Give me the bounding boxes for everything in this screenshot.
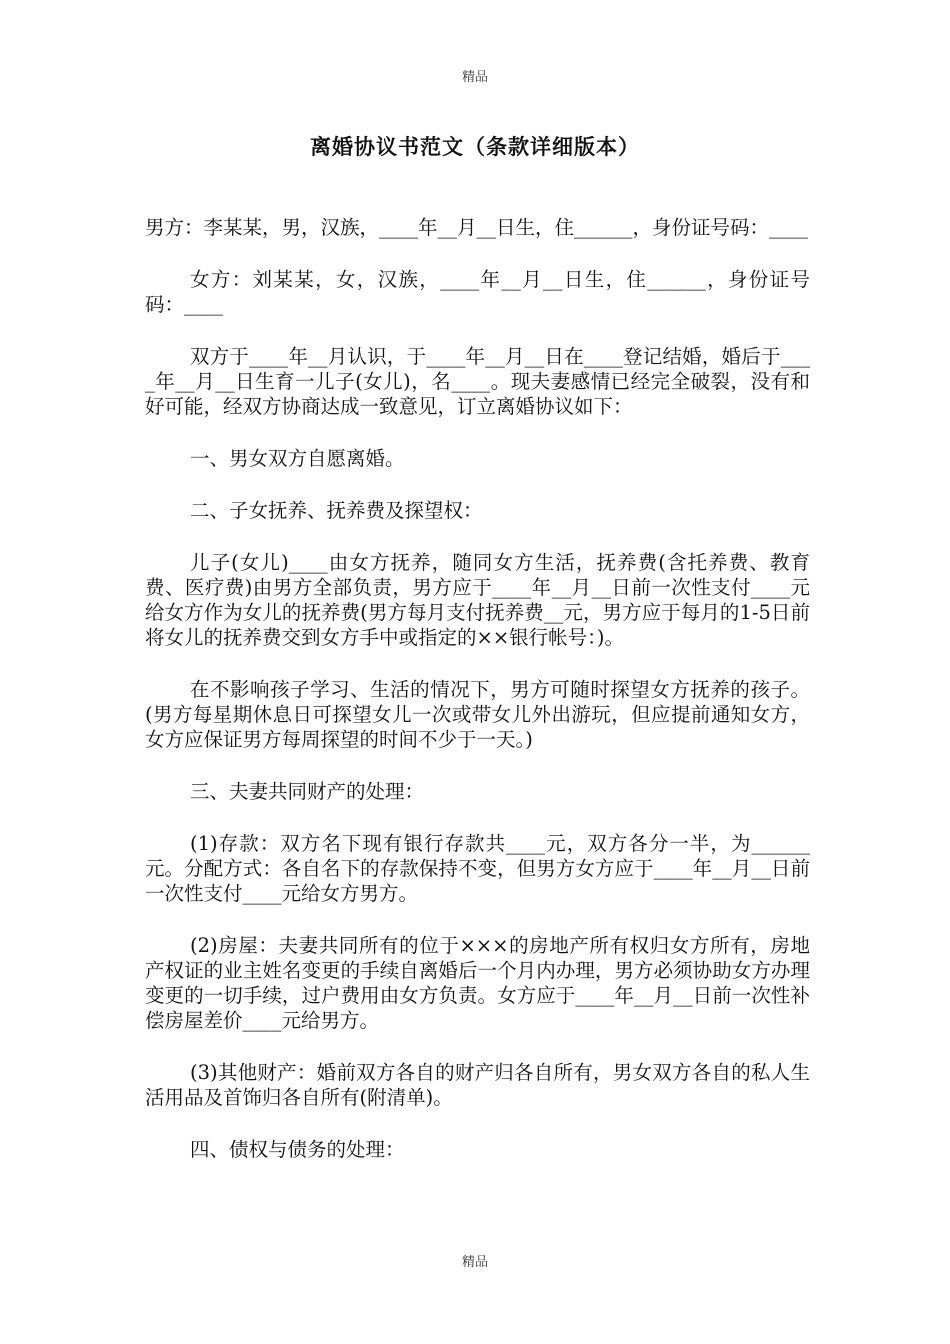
clause-heading-3: 三、夫妻共同财产的处理： bbox=[190, 780, 425, 803]
page-header-mark: 精品 bbox=[461, 70, 488, 85]
clause-heading-2: 二、子女抚养、抚养费及探望权： bbox=[190, 499, 483, 522]
clause-heading-4: 四、债权与债务的处理： bbox=[190, 1138, 405, 1161]
paragraph-child-custody: 儿子(女儿)____由女方抚养，随同女方生活，抚养费(含托养费、教育费、医疗费)由男方全部负责，男方应于____年__月__日前一次性支付____元给女方作为女儿的抚养费(男方每月支付抚养费__元，男方应于每月的1-5日前将女儿的抚养费交到女方手中或指定的××银行帐号：)。 bbox=[145, 551, 810, 649]
paragraph-wife-info: 女方：刘某某，女，汉族，____年__月__日生，住______，身份证号码：____ bbox=[145, 268, 810, 316]
page-footer-mark: 精品 bbox=[461, 1255, 488, 1270]
document-title: 离婚协议书范文（条款详细版本） bbox=[310, 135, 640, 159]
paragraph-visitation: 在不影响孩子学习、生活的情况下，男方可随时探望女方抚养的孩子。(男方每星期休息日可探望女儿一次或带女儿外出游玩，但应提前通知女方，女方应保证男方每周探望的时间不少于一天。) bbox=[145, 678, 810, 751]
paragraph-husband-info: 男方：李某某，男，汉族，____年__月__日生，住______，身份证号码：____ bbox=[145, 216, 809, 239]
paragraph-house: (2)房屋：夫妻共同所有的位于×××的房地产所有权归女方所有，房地产权证的业主姓名变更的手续自离婚后一个月内办理，男方必须协助女方办理变更的一切手续，过户费用由女方负责。女方应于____年__月__日前一次性补偿房屋差价____元给男方。 bbox=[145, 934, 810, 1032]
paragraph-marriage-background: 双方于____年__月认识，于____年__月__日在____登记结婚，婚后于____年__月__日生育一儿子(女儿)，名____。现夫妻感情已经完全破裂，没有和好可能，经双方协商达成一致意见，订立离婚协议如下： bbox=[145, 345, 810, 418]
paragraph-savings: (1)存款：双方名下现有银行存款共____元，双方各分一半，为______元。分配方式：各自名下的存款保持不变，但男方女方应于____年__月__日前一次性支付____元给女方男方。 bbox=[145, 832, 810, 905]
clause-heading-1: 一、男女双方自愿离婚。 bbox=[190, 447, 405, 470]
paragraph-other-property: (3)其他财产：婚前双方各自的财产归各自所有，男女双方各自的私人生活用品及首饰归各自所有(附清单)。 bbox=[145, 1061, 810, 1109]
document-body bbox=[145, 215, 810, 1189]
